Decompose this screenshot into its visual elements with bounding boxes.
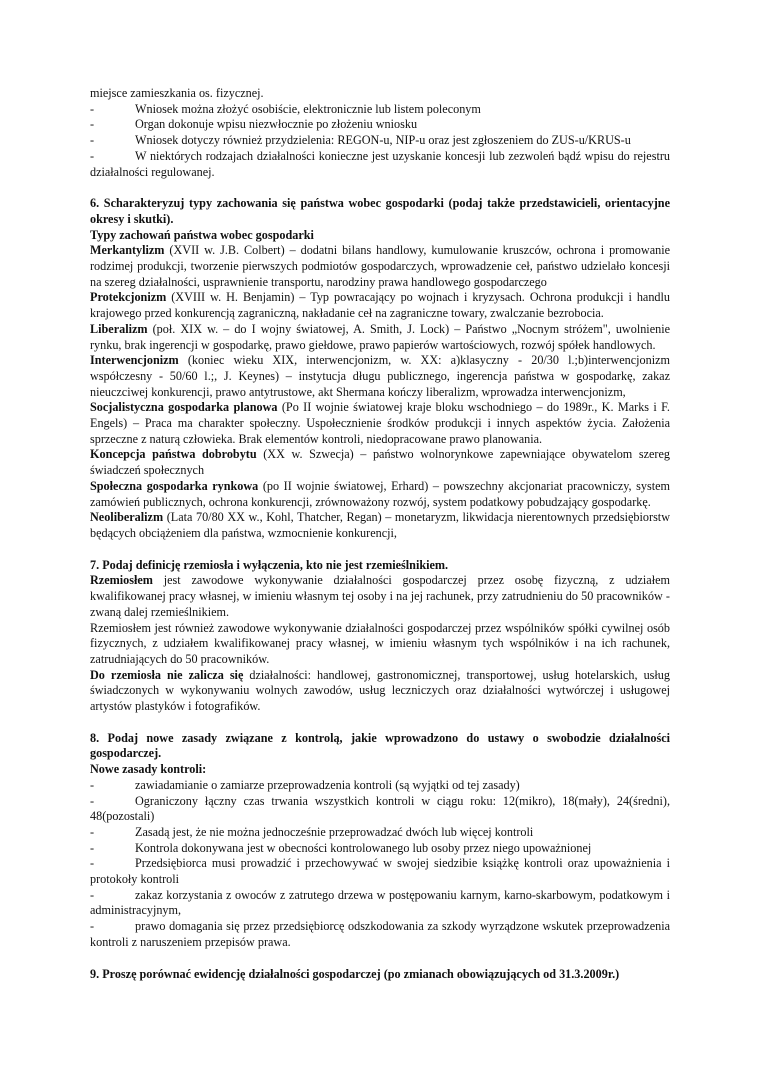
bullet-dash: - (90, 793, 95, 808)
list-item-text: Kontrola dokonywana jest w obecności kontrolowanego lub osoby przez niego upoważnionej (135, 840, 592, 855)
list-item-text: Ograniczony łączny czas trwania wszystkich kontroli w ciągu roku: 12(mikro), 18(mały), 24(średni), 48(pozostali) (90, 793, 670, 824)
definition-item (90, 447, 670, 478)
bullet-dash: - (90, 887, 95, 902)
definition-item (90, 353, 670, 400)
section-6-subheading: Typy zachowań państwa wobec gospodarki (90, 227, 314, 242)
section-8-heading: 8. Podaj nowe zasady związane z kontrolą, jakie wprowadzono do ustawy o swobodzie działalności gospodarczej. (90, 730, 670, 761)
list-item (90, 825, 670, 841)
paragraph-text: jest zawodowe wykonywanie działalności gospodarczej przez osobę fizyczną, z udziałem kwalifikowanej pracy własnej, w imieniu własnym tej osoby i na jej rachunek, przy zatrudnieniu do 50 pracowników - zwaną dalej rzemieślnikiem. (90, 573, 670, 619)
term-description: (Po II wojnie światowej kraje bloku wschodniego – do 1989r., K. Marks i F. Engels) – Praca ma charakter społeczny. Uspołecznienie środków produkcji i innych aspektów życia. Założenia sprzeczne z naturą człowieka. Brak elementów kontroli, niedopracowane prawo planowania. (90, 400, 670, 446)
bullet-dash: - (90, 824, 95, 839)
term-description: (XVIII w. H. Benjamin) – Typ powracający po wojnach i kryzysach. Ochrona produkcji i handlu krajowego przed konkurencją zagraniczną, nakładanie ceł na zagraniczne towary, zwalczanie bezrobocia. (90, 290, 670, 321)
list-item-text: zakaz korzystania z owoców z zatrutego drzewa w postępowaniu karnym, karno-skarbowym, podatkowym i administracyjnym, (90, 887, 670, 918)
list-item (90, 888, 670, 919)
term: Interwencjonizm (90, 353, 179, 368)
list-item (90, 856, 670, 887)
term-description: (XVII w. J.B. Colbert) – dodatni bilans handlowy, kumulowanie kruszców, ochrona i promowanie rodzimej produkcji, tworzenie pierwszych podmiotów gospodarczych, wprowadzenie ceł, państwo udzielało koncesji na szereg działalności, usprawnienie transportu, narodziny prawa handlowego gospodarczego (90, 243, 670, 289)
spacer (90, 180, 670, 196)
spacer (90, 542, 670, 558)
list-item (90, 778, 670, 794)
section-6-heading: 6. Scharakteryzuj typy zachowania się państwa wobec gospodarki (podaj także przedstawicieli, orientacyjne okresy i skutki). (90, 196, 670, 226)
list-item-text: Wniosek dotyczy również przydzielenia: REGON-u, NIP-u oraz jest zgłoszeniem do ZUS-u/KRUS-u (135, 133, 631, 148)
list-item (90, 117, 670, 133)
bullet-dash: - (90, 101, 95, 116)
term: Do rzemiosła nie zalicza się (90, 667, 244, 682)
definition-item (90, 510, 670, 541)
definition-item (90, 400, 670, 447)
list-item (90, 919, 670, 950)
term: Neoliberalizm (90, 510, 164, 525)
list-item (90, 794, 670, 825)
term: Rzemiosłem (90, 573, 153, 588)
spacer (90, 951, 670, 967)
term-description: (Lata 70/80 XX w., Kohl, Thatcher, Regan) – monetaryzm, likwidacja nierentownych przedsiębiorstw będących obciążeniem dla państwa, wzmocnienie konkurencji, (90, 510, 670, 540)
term-description: (poł. XIX w. – do I wojny światowej, A. Smith, J. Lock) – Państwo „Nocnym stróżem", uwolnienie rynku, brak ingerencji w gospodarkę, prawo giełdowe, prawo papierów wartościowych, rozwój spółek handlowych. (90, 321, 670, 352)
term: Społeczna gospodarka rynkowa (90, 478, 259, 493)
document-page (90, 86, 670, 982)
term: Liberalizm (90, 321, 148, 336)
section-9-heading: 9. Proszę porównać ewidencję działalności gospodarczej (po zmianach obowiązujących od 31.3.2009r.) (90, 966, 620, 981)
paragraph-text: działalności: handlowej, gastronomicznej, transportowej, usług hotelarskich, usług świadczonych w wykonywaniu wolnych zawodów, usług leczniczych oraz działalności wytwórczej i usługowej artystów plastyków i fotografików. (90, 667, 670, 714)
bullet-dash: - (90, 148, 95, 163)
spacer (90, 715, 670, 731)
list-item (90, 133, 670, 149)
list-item-text: Przedsiębiorca musi prowadzić i przechowywać w swojej siedzibie książkę kontroli oraz upoważnienia i protokoły kontroli (90, 856, 670, 887)
term-description: (koniec wieku XIX, interwencjonizm, w. XX: a)klasyczny - 20/30 l.;b)interwencjonizm współczesny - 50/60 l.;, J. Keynes) – instytucja długu publicznego, ingerencja państwa w gospodarkę, zakaz nieuczciwej konkurencji, prawo antytrustowe, akt Shermana kończy liberalizm, wprowadza interwencjonizm, (90, 353, 670, 399)
paragraph (90, 668, 670, 715)
bullet-dash: - (90, 133, 95, 148)
list-item (90, 149, 670, 180)
list-item (90, 102, 670, 118)
list-item-text: Zasadą jest, że nie można jednocześnie przeprowadzać dwóch lub więcej kontroli (135, 824, 534, 839)
list-item-text: prawo domagania się przez przedsiębiorcę odszkodowania za szkody wyrządzone wskutek przeprowadzenia kontroli z naruszeniem przepisów prawa. (90, 919, 670, 949)
paragraph: Rzemiosłem jest również zawodowe wykonywanie działalności gospodarczej przez wspólników spółki cywilnej osób fizycznych, z udziałem kwalifikowanej pracy własnej, w imieniu własnym tych wspólników i na ich rachunek, zatrudniających do 50 pracowników. (90, 620, 670, 666)
list-item-text: zawiadamianie o zamiarze przeprowadzenia kontroli (są wyjątki od tej zasady) (135, 777, 520, 792)
definition-item (90, 243, 670, 290)
paragraph (90, 573, 670, 620)
term: Merkantylizm (90, 243, 165, 258)
list-item (90, 841, 670, 857)
bullet-dash: - (90, 117, 95, 132)
bullet-dash: - (90, 777, 95, 792)
term: Koncepcja państwa dobrobytu (90, 447, 257, 462)
term: Protekcjonizm (90, 290, 167, 305)
term: Socjalistyczna gospodarka planowa (90, 400, 278, 415)
term-description: (po II wojnie światowej, Erhard) – powszechny akcjonariat pracowniczy, system zamówień publicznych, ochrona konkurencji, zrównoważony rozwój, system podatkowy pobudzający gospodarkę. (90, 478, 670, 509)
list-item-text: Organ dokonuje wpisu niezwłocznie po złożeniu wniosku (135, 117, 418, 132)
bullet-dash: - (90, 856, 95, 871)
bullet-dash: - (90, 840, 95, 855)
bullet-dash: - (90, 919, 95, 934)
section-8-subheading: Nowe zasady kontroli: (90, 762, 207, 777)
section-7-heading: 7. Podaj definicję rzemiosła i wyłączenia, kto nie jest rzemieślnikiem. (90, 557, 449, 572)
list-item-text: Wniosek można złożyć osobiście, elektronicznie lub listem poleconym (135, 101, 481, 116)
definition-item (90, 479, 670, 510)
intro-line: miejsce zamieszkania os. fizycznej. (90, 86, 264, 100)
term-description: (XX w. Szwecja) – państwo wolnorynkowe zapewniające obywatelom szereg świadczeń społecznych (90, 447, 670, 478)
list-item-text: W niektórych rodzajach działalności konieczne jest uzyskanie koncesji lub zezwoleń bądź wpisu do rejestru działalności regulowanej. (90, 148, 670, 179)
definition-item (90, 322, 670, 353)
definition-item (90, 290, 670, 321)
